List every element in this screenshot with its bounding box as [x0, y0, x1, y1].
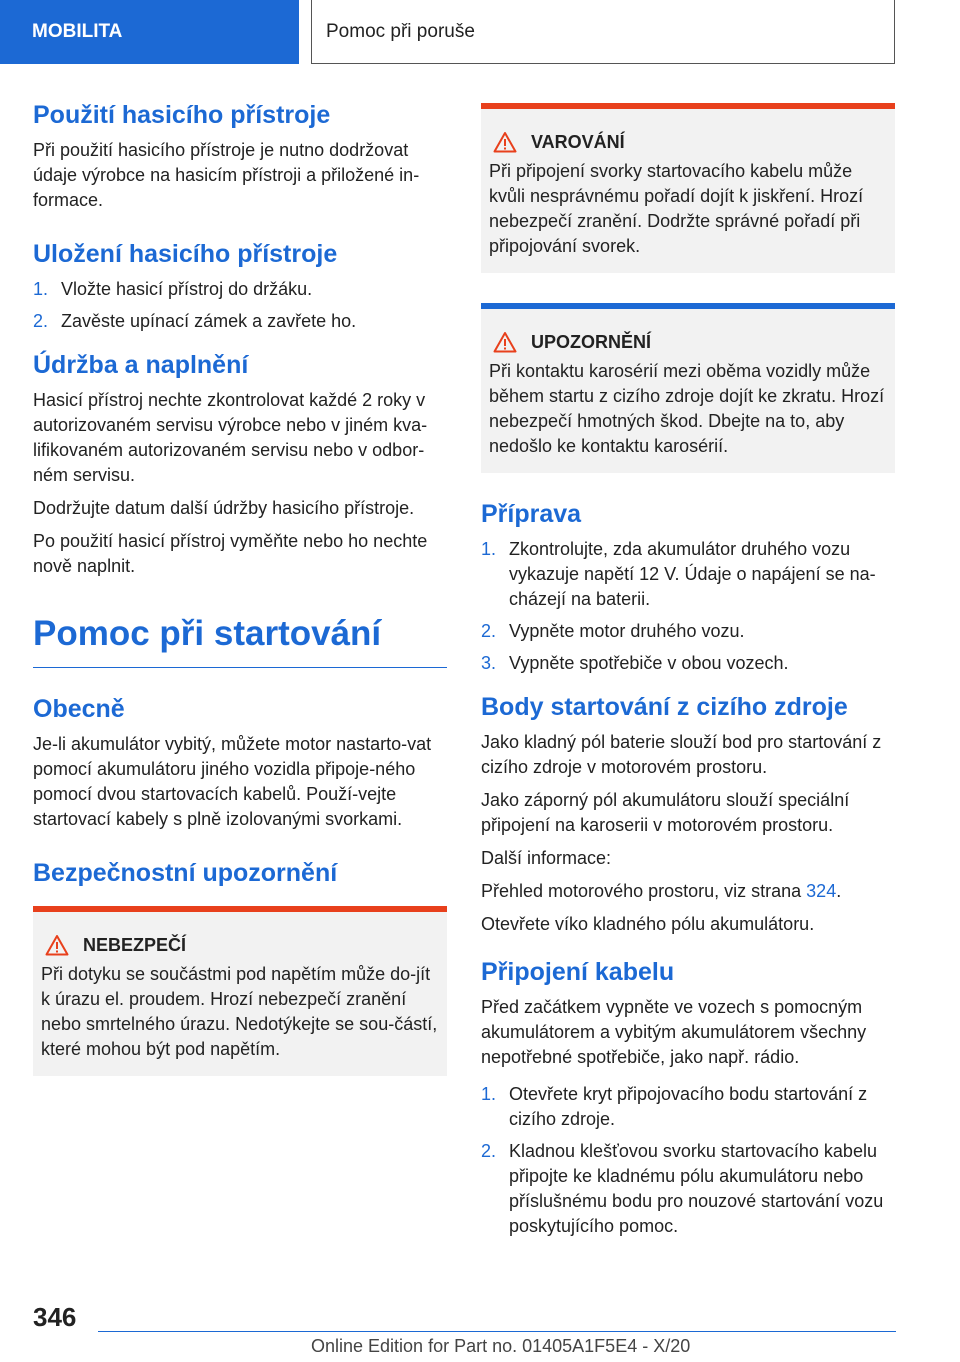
step-text: Vložte hasicí přístroj do držáku. [61, 279, 313, 299]
danger-heading [41, 934, 439, 956]
header-section-tab [0, 0, 299, 64]
paragraph: Dodržujte datum další údržby hasicího přístroje. [33, 498, 415, 518]
list-item [481, 537, 895, 612]
footer-divider [98, 1331, 896, 1332]
warning-box [481, 103, 895, 273]
warning-triangle-icon [493, 131, 517, 153]
step-text: Vypněte motor druhého vozu. [509, 621, 745, 641]
step-text: Vypněte spotřebiče v obou vozech. [509, 653, 789, 673]
right-column [481, 103, 895, 1247]
paragraph: Je-li akumulátor vybitý, můžete motor nastarto-vat pomocí akumulátoru jiného vozidla připoje-ného pomocí dvou startovacích kabelů. Použí-vejte startovací kabely s plně izolovanými svorkami. [33, 734, 432, 829]
warning-text: Při připojení svorky startovacího kabelu může kvůli nesprávnému pořadí dojít k jiskření. Hrozí nebezpečí zranění. Dodržte správné pořadí při připojování svorek. [489, 161, 864, 256]
danger-text: Při dotyku se součástmi pod napětím může do-jít k úrazu el. proudem. Hrozí nebezpečí zranění nebo smrtelného úrazu. Nedotýkejte se sou-částí, které mohou být pod napětím. [41, 964, 438, 1059]
step-number: 1. [481, 1084, 497, 1104]
step-number: 1. [33, 279, 49, 299]
list-item [481, 619, 895, 644]
step-text: Zavěste upínací zámek a zavřete ho. [61, 311, 357, 331]
header-section-label: MOBILITA [32, 21, 123, 42]
step-number: 2. [481, 1141, 497, 1161]
page-reference-link[interactable]: 324 [806, 881, 837, 901]
header-chapter-tab [311, 0, 895, 64]
section-title-maintenance: Údržba a naplnění [33, 351, 249, 379]
warning-triangle-icon [493, 331, 517, 353]
paragraph [481, 879, 895, 904]
paragraph: Hasicí přístroj nechte zkontrolovat každé 2 roky v autorizovaném servisu výrobce nebo v jiném kva-lifikovaném autorizovaném servisu nebo v odbor-ném servisu. [33, 390, 428, 485]
step-number: 1. [481, 539, 497, 559]
step-text: Zkontrolujte, zda akumulátor druhého vozu vykazuje napětí 12 V. Údaje o napájení se na-cházejí na baterii. [509, 539, 876, 609]
paragraph: Po použití hasicí přístroj vyměňte nebo ho nechte nově naplnit. [33, 531, 428, 576]
header-chapter-label: Pomoc při poruše [326, 20, 475, 42]
page-number: 346 [33, 1302, 77, 1332]
notice-text: Při kontaktu karosérií mezi oběma vozidly může během startu z cizího zdroje dojít ke zkratu. Hrozí nebezpečí hmotných škod. Dbejte na to, aby nedošlo ke kontaktu karosérií. [489, 361, 885, 456]
section-title-jump-start-points: Body startování z cizího zdroje [481, 693, 848, 721]
danger-label: NEBEZPEČÍ [83, 934, 187, 955]
notice-box [481, 303, 895, 473]
section-title-general: Obecně [33, 695, 125, 723]
paragraph: Před začátkem vypněte ve vozech s pomocným akumulátorem a vybitým akumulátorem všechny nepotřebné spotřebiče, jako např. rádio. [481, 997, 867, 1067]
list-item [481, 1139, 895, 1239]
section-title-preparation: Příprava [481, 500, 582, 528]
warning-label: VAROVÁNÍ [531, 131, 625, 152]
notice-label: UPOZORNĚNÍ [531, 331, 652, 352]
section-title-extinguisher-storage: Uložení hasicího přístroje [33, 240, 338, 268]
step-number: 2. [33, 311, 49, 331]
section-title-safety-notes: Bezpečnostní upozornění [33, 859, 338, 887]
steps-list [481, 1082, 895, 1239]
paragraph: Jako kladný pól baterie slouží bod pro startování z cizího zdroje v motorovém prostoru. [481, 732, 882, 777]
list-item [33, 309, 447, 334]
paragraph: Další informace: [481, 848, 612, 868]
section-title-cable-connection: Připojení kabelu [481, 958, 675, 986]
danger-box [33, 906, 447, 1076]
list-item [481, 1082, 895, 1132]
section-title-fire-extinguisher-use: Použití hasicího přístroje [33, 101, 331, 129]
step-text: Kladnou klešťovou svorku startovacího kabelu připojte ke kladnému pólu akumulátoru nebo příslušnému bodu pro nouzové startování vozu poskytujícího pomoc. [509, 1141, 884, 1236]
paragraph: Jako záporný pól akumulátoru slouží speciální připojení na karoserii v motorovém prostoru. [481, 790, 850, 835]
steps-list [33, 277, 447, 334]
warning-triangle-icon [45, 934, 69, 956]
notice-heading [489, 331, 887, 353]
reference-text: Přehled motorového prostoru, viz strana [481, 881, 807, 901]
step-number: 3. [481, 653, 497, 673]
reference-suffix: . [836, 881, 842, 901]
warning-heading [489, 131, 887, 153]
left-column [33, 100, 447, 1098]
chapter-title-jump-start: Pomoc při startování [33, 614, 382, 653]
step-number: 2. [481, 621, 497, 641]
list-item [33, 277, 447, 302]
paragraph: Při použití hasicího přístroje je nutno dodržovat údaje výrobce na hasicím přístroji a přiložené in-formace. [33, 140, 420, 210]
list-item [481, 651, 895, 676]
paragraph: Otevřete víko kladného pólu akumulátoru. [481, 914, 815, 934]
footer-edition: Online Edition for Part no. 01405A1F5E4 - X/20 [311, 1336, 691, 1356]
steps-list [481, 537, 895, 676]
chapter-divider [33, 667, 447, 668]
step-text: Otevřete kryt připojovacího bodu startování z cizího zdroje. [509, 1084, 868, 1129]
